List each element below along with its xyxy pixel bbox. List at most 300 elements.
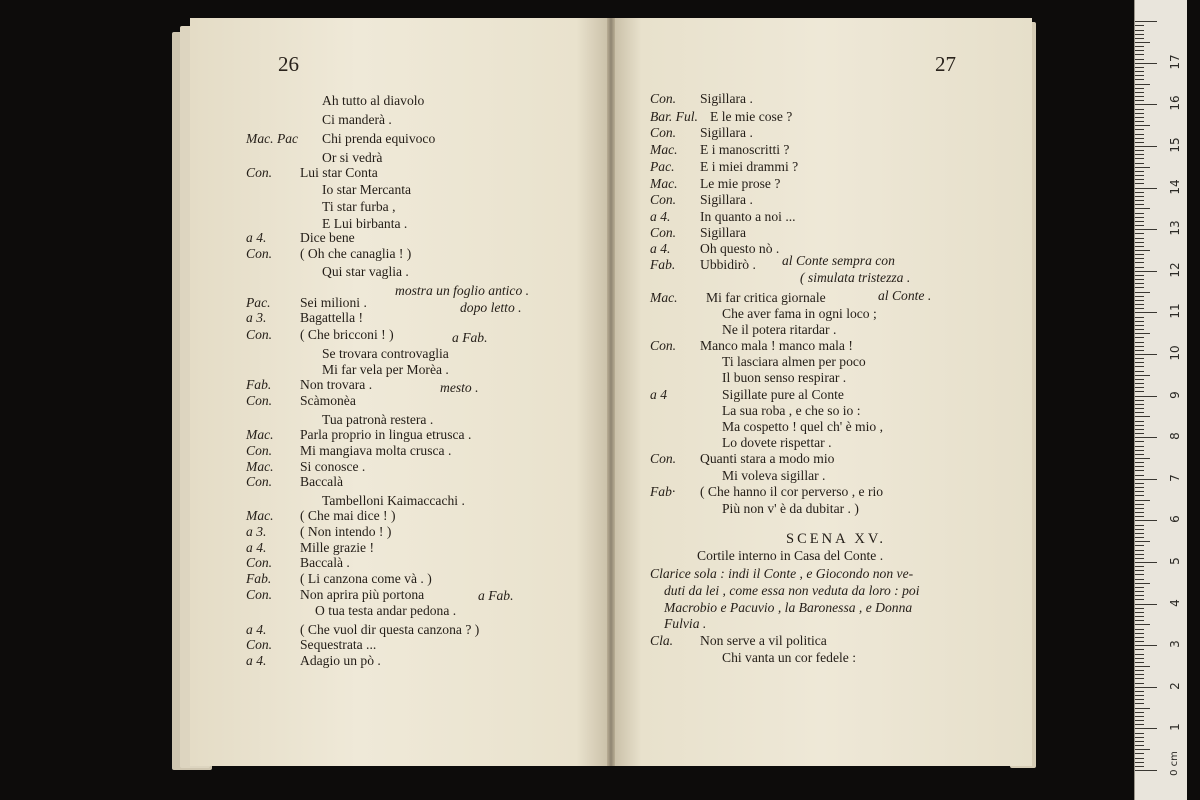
ruler-tick xyxy=(1135,674,1144,675)
ruler-tick xyxy=(1135,766,1144,767)
ruler-tick xyxy=(1135,325,1144,326)
ruler-tick xyxy=(1135,425,1144,426)
verse-line: Ne il potera ritardar . xyxy=(722,322,837,337)
ruler-tick xyxy=(1135,762,1144,763)
page-number-left: 26 xyxy=(278,52,299,76)
ruler-tick xyxy=(1135,163,1144,164)
ruler-tick xyxy=(1135,246,1144,247)
verse-line: Ubbidirò . xyxy=(700,257,756,272)
ruler-tick xyxy=(1135,579,1144,580)
ruler-tick xyxy=(1135,100,1144,101)
speaker-label: Mac. xyxy=(246,508,274,523)
ruler-tick xyxy=(1135,54,1144,55)
ruler-tick xyxy=(1135,175,1144,176)
verse-line: Ma cospetto ! quel ch' è mio , xyxy=(722,419,884,434)
ruler-tick xyxy=(1135,441,1144,442)
ruler-tick xyxy=(1135,79,1144,80)
ruler-tick xyxy=(1135,545,1144,546)
ruler-tick xyxy=(1135,258,1144,259)
ruler-tick xyxy=(1135,446,1144,447)
verse-line: ( Che mai dice ! ) xyxy=(300,508,396,523)
ruler-tick xyxy=(1135,712,1144,713)
verse-line: Più non v' è da dubitar . ) xyxy=(722,501,859,516)
verse-line: Baccalà xyxy=(300,474,344,489)
speaker-label: Con. xyxy=(246,246,273,261)
ruler-tick xyxy=(1135,196,1144,197)
verse-line: Baccalà . xyxy=(300,555,350,570)
ruler-tick xyxy=(1135,371,1144,372)
ruler-tick xyxy=(1135,745,1144,746)
ruler-tick xyxy=(1135,292,1150,293)
ruler-tick xyxy=(1135,267,1144,268)
ruler-tick xyxy=(1135,541,1150,542)
speaker-label: a 4. xyxy=(246,653,267,668)
ruler-number: 5 xyxy=(1168,557,1182,565)
ruler-tick xyxy=(1135,533,1144,534)
speaker-label: Mac. xyxy=(246,459,274,474)
ruler-tick xyxy=(1135,649,1144,650)
ruler-tick xyxy=(1135,59,1144,60)
speaker-label: Fab. xyxy=(246,377,272,392)
stage-direction: ( simulata tristezza . xyxy=(800,270,911,285)
ruler-tick xyxy=(1135,670,1144,671)
verse-line: Mi voleva sigillar . xyxy=(722,468,826,483)
speaker-label: Con. xyxy=(650,91,677,106)
verse-line: Qui star vaglia . xyxy=(322,264,409,279)
verse-line: ( Che bricconi ! ) xyxy=(300,327,394,342)
verse-line: Manco mala ! manco mala ! xyxy=(700,338,853,353)
speaker-label: a 4. xyxy=(246,622,267,637)
stage-direction: dopo letto . xyxy=(460,300,522,315)
ruler-tick xyxy=(1135,346,1144,347)
ruler-tick xyxy=(1135,570,1144,571)
speaker-label: Mac. xyxy=(650,142,678,157)
ruler-tick xyxy=(1135,271,1157,272)
ruler-tick xyxy=(1135,283,1144,284)
ruler-tick xyxy=(1135,312,1157,313)
ruler-tick xyxy=(1135,229,1157,230)
ruler-tick xyxy=(1135,358,1144,359)
scene-title: SCENA XV. xyxy=(786,531,887,547)
ruler-number: 16 xyxy=(1168,95,1182,112)
verse-line: ( Oh che canaglia ! ) xyxy=(300,246,412,261)
verse-line: In quanto a noi ... xyxy=(700,209,796,224)
ruler-tick xyxy=(1135,678,1144,679)
ruler-tick xyxy=(1135,666,1150,667)
stage-direction: duti da lei , come essa non veduta da loro : poi xyxy=(664,583,920,598)
ruler-tick xyxy=(1135,117,1144,118)
verse-line: Sequestrata ... xyxy=(300,637,377,652)
ruler-tick xyxy=(1135,591,1144,592)
ruler-tick xyxy=(1135,46,1144,47)
ruler-tick xyxy=(1135,504,1144,505)
ruler-tick xyxy=(1135,529,1144,530)
verse-line: E i manoscritti ? xyxy=(700,142,790,157)
ruler-tick xyxy=(1135,387,1144,388)
speaker-label: a 4. xyxy=(246,230,267,245)
ruler-tick xyxy=(1135,275,1144,276)
ruler-tick xyxy=(1135,753,1144,754)
ruler-tick xyxy=(1135,337,1144,338)
stage-direction: a Fab. xyxy=(452,330,488,345)
scene-heading: Cortile interno in Casa del Conte . xyxy=(697,548,884,563)
ruler-tick xyxy=(1135,225,1144,226)
ruler-tick xyxy=(1135,720,1144,721)
ruler-tick xyxy=(1135,520,1157,521)
speaker-label: Cla. xyxy=(650,633,674,648)
ruler-tick xyxy=(1135,716,1144,717)
ruler-tick xyxy=(1135,658,1144,659)
stage-direction: mostra un foglio antico . xyxy=(395,283,530,298)
ruler-tick xyxy=(1135,475,1144,476)
ruler-tick xyxy=(1135,183,1144,184)
verse-line: Sigillara xyxy=(700,225,747,240)
speaker-label: Mac. xyxy=(246,427,274,442)
ruler-tick xyxy=(1135,279,1144,280)
ruler-tick xyxy=(1135,708,1150,709)
ruler-tick xyxy=(1135,34,1144,35)
ruler-tick xyxy=(1135,758,1144,759)
ruler-tick xyxy=(1135,599,1144,600)
verse-line: Tua patronà restera . xyxy=(322,412,434,427)
verse-line: Ci manderà . xyxy=(322,112,392,127)
verse-line: Chi vanta un cor fedele : xyxy=(722,650,856,665)
verse-line: Le mie prose ? xyxy=(700,176,781,191)
ruler-tick xyxy=(1135,641,1144,642)
ruler-number: 10 xyxy=(1168,345,1182,361)
ruler-tick xyxy=(1135,109,1144,110)
ruler-tick xyxy=(1135,113,1144,114)
ruler-tick xyxy=(1135,612,1144,613)
ruler-tick xyxy=(1135,38,1144,39)
speaker-label: a 3. xyxy=(246,524,267,539)
ruler-tick xyxy=(1135,695,1144,696)
ruler-tick xyxy=(1135,558,1144,559)
ruler-number: 6 xyxy=(1168,515,1182,524)
verse-line: Che aver fama in ogni loco ; xyxy=(722,306,877,321)
speaker-label: a 4. xyxy=(650,241,671,256)
ruler-tick xyxy=(1135,733,1144,734)
ruler-number: 15 xyxy=(1168,137,1182,153)
verse-line: Non serve a vil politica xyxy=(700,633,827,648)
ruler-tick xyxy=(1135,50,1144,51)
ruler-tick xyxy=(1135,262,1144,263)
ruler-tick xyxy=(1135,624,1150,625)
ruler-tick xyxy=(1135,142,1144,143)
ruler-tick xyxy=(1135,454,1144,455)
speaker-label: Con. xyxy=(246,327,273,342)
verse-line: Sei milioni . xyxy=(300,295,367,310)
ruler-tick xyxy=(1135,703,1144,704)
ruler-tick xyxy=(1135,391,1144,392)
speaker-label: Mac. xyxy=(650,290,678,305)
ruler-tick xyxy=(1135,562,1157,563)
speaker-label: Pac. xyxy=(650,159,675,174)
ruler-tick xyxy=(1135,416,1150,417)
ruler-number: 12 xyxy=(1168,262,1182,278)
ruler-tick xyxy=(1135,125,1150,126)
ruler-tick xyxy=(1135,608,1144,609)
ruler-tick xyxy=(1135,150,1144,151)
speaker-label: Fab. xyxy=(246,571,272,586)
ruler-tick xyxy=(1135,687,1157,688)
ruler-tick xyxy=(1135,208,1150,209)
speaker-label: Con. xyxy=(246,587,273,602)
stage-direction: a Fab. xyxy=(478,588,514,603)
ruler-tick xyxy=(1135,287,1144,288)
ruler-tick xyxy=(1135,574,1144,575)
book-gutter xyxy=(607,18,615,766)
verse-line: Oh questo nò . xyxy=(700,241,780,256)
ruler-tick xyxy=(1135,645,1157,646)
ruler-tick xyxy=(1135,188,1157,189)
ruler-tick xyxy=(1135,550,1144,551)
ruler-tick xyxy=(1135,30,1144,31)
verse-line: O tua testa andar pedona . xyxy=(315,603,457,618)
ruler-tick xyxy=(1135,238,1144,239)
verse-line: Dice bene xyxy=(300,230,355,245)
ruler-number: 9 xyxy=(1168,390,1182,399)
measurement-ruler xyxy=(1134,0,1187,800)
speaker-label: Con. xyxy=(246,555,273,570)
ruler-tick xyxy=(1135,587,1144,588)
ruler-tick xyxy=(1135,96,1144,97)
ruler-tick xyxy=(1135,354,1157,355)
verse-line: Or si vedrà xyxy=(322,150,383,165)
ruler-tick xyxy=(1135,300,1144,301)
ruler-number: 2 xyxy=(1168,681,1182,690)
verse-line: Mi far vela per Morèa . xyxy=(322,362,449,377)
verse-line: E le mie cose ? xyxy=(710,109,793,124)
verse-line: E Lui birbanta . xyxy=(322,216,408,231)
ruler-tick xyxy=(1135,25,1144,26)
ruler-tick xyxy=(1135,728,1157,729)
ruler-tick xyxy=(1135,470,1144,471)
ruler-tick xyxy=(1135,620,1144,621)
ruler-number: 4 xyxy=(1168,598,1182,607)
ruler-number: 3 xyxy=(1168,640,1182,649)
verse-line: ( Che hanno il cor perverso , e rio xyxy=(700,484,884,499)
ruler-tick xyxy=(1135,21,1157,22)
ruler-tick xyxy=(1135,662,1144,663)
ruler-tick xyxy=(1135,595,1144,596)
ruler-tick xyxy=(1135,366,1144,367)
speaker-label: Con. xyxy=(246,637,273,652)
ruler-tick xyxy=(1135,770,1157,771)
ruler-tick xyxy=(1135,308,1144,309)
speaker-label: a 4. xyxy=(246,540,267,555)
ruler-tick xyxy=(1135,512,1144,513)
ruler-tick xyxy=(1135,333,1150,334)
ruler-tick xyxy=(1135,121,1144,122)
ruler-tick xyxy=(1135,412,1144,413)
ruler-tick xyxy=(1135,654,1144,655)
stage-direction: mesto . xyxy=(440,380,479,395)
ruler-tick xyxy=(1135,42,1150,43)
speaker-label: Con. xyxy=(246,393,273,408)
ruler-tick xyxy=(1135,67,1144,68)
verse-line: Ti star furba , xyxy=(322,199,396,214)
speaker-label: a 3. xyxy=(246,310,267,325)
ruler-tick xyxy=(1135,450,1144,451)
verse-line: Sigillara . xyxy=(700,91,753,106)
ruler-tick xyxy=(1135,304,1144,305)
ruler-tick xyxy=(1135,158,1144,159)
ruler-tick xyxy=(1135,437,1157,438)
ruler-tick xyxy=(1135,250,1150,251)
ruler-tick xyxy=(1135,329,1144,330)
stage-direction: al Conte sempra con xyxy=(782,253,895,268)
ruler-tick xyxy=(1135,317,1144,318)
verse-line: Se trovara controvaglia xyxy=(322,346,449,361)
ruler-number: 17 xyxy=(1168,54,1182,70)
ruler-tick xyxy=(1135,146,1157,147)
page-number-right: 27 xyxy=(935,52,956,76)
speaker-label: Con. xyxy=(650,225,677,240)
ruler-tick xyxy=(1135,233,1144,234)
ruler-number: 8 xyxy=(1168,432,1182,441)
verse-line: Il buon senso respirar . xyxy=(722,370,847,385)
verse-line: Mi far critica giornale xyxy=(706,290,826,305)
verse-line: Ti lasciara almen per poco xyxy=(722,354,866,369)
ruler-tick xyxy=(1135,192,1144,193)
verse-line: E i miei drammi ? xyxy=(700,159,799,174)
ruler-number: 14 xyxy=(1168,178,1182,195)
ruler-tick xyxy=(1135,84,1150,85)
ruler-tick xyxy=(1135,71,1144,72)
ruler-tick xyxy=(1135,500,1150,501)
verse-line: Scàmonèa xyxy=(300,393,356,408)
ruler-tick xyxy=(1135,508,1144,509)
ruler-tick xyxy=(1135,92,1144,93)
ruler-tick xyxy=(1135,491,1144,492)
stage-direction: Clarice sola : indi il Conte , e Giocondo non ve- xyxy=(650,566,914,581)
ruler-tick xyxy=(1135,342,1144,343)
verse-line: Mille grazie ! xyxy=(300,540,374,555)
ruler-tick xyxy=(1135,466,1144,467)
ruler-tick xyxy=(1135,683,1144,684)
ruler-tick xyxy=(1135,404,1144,405)
speaker-label: Pac. xyxy=(246,295,271,310)
ruler-tick xyxy=(1135,154,1144,155)
verse-line: Bagattella ! xyxy=(300,310,364,325)
stage-direction: Fulvia . xyxy=(664,616,707,631)
speaker-label: Con. xyxy=(246,443,273,458)
ruler-tick xyxy=(1135,396,1157,397)
ruler-tick xyxy=(1135,296,1144,297)
verse-line: Non trovara . xyxy=(300,377,373,392)
verse-line: Quanti stara a modo mio xyxy=(700,451,835,466)
verse-line: Sigillate pure al Conte xyxy=(722,387,844,402)
ruler-unit-label: 0 cm xyxy=(1168,751,1180,776)
ruler-tick xyxy=(1135,458,1150,459)
ruler-tick xyxy=(1135,350,1144,351)
ruler-tick xyxy=(1135,379,1144,380)
ruler-tick xyxy=(1135,217,1144,218)
ruler-tick xyxy=(1135,204,1144,205)
ruler-tick xyxy=(1135,171,1144,172)
verse-line: ( Che vuol dir questa canzona ? ) xyxy=(300,622,480,637)
speaker-label: a 4. xyxy=(650,209,671,224)
ruler-tick xyxy=(1135,104,1157,105)
verse-line: Lo dovete rispettar . xyxy=(722,435,832,450)
ruler-tick xyxy=(1135,483,1144,484)
ruler-tick xyxy=(1135,724,1144,725)
ruler-tick xyxy=(1135,487,1144,488)
ruler-tick xyxy=(1135,221,1144,222)
speaker-label: Bar. Ful. xyxy=(650,109,698,124)
speaker-label: Con. xyxy=(246,474,273,489)
verse-line: Non aprira più portona xyxy=(300,587,425,602)
ruler-tick xyxy=(1135,200,1144,201)
speaker-label: Mac. xyxy=(650,176,678,191)
speaker-label: Fab· xyxy=(650,484,676,499)
ruler-tick xyxy=(1135,741,1144,742)
ruler-tick xyxy=(1135,433,1144,434)
verse-line: Adagio un pò . xyxy=(300,653,381,668)
ruler-tick xyxy=(1135,375,1150,376)
ruler-tick xyxy=(1135,75,1144,76)
ruler-tick xyxy=(1135,462,1144,463)
ruler-tick xyxy=(1135,167,1150,168)
ruler-tick xyxy=(1135,138,1144,139)
ruler-tick xyxy=(1135,421,1144,422)
ruler-number: 1 xyxy=(1168,723,1182,732)
ruler-tick xyxy=(1135,321,1144,322)
speaker-label: Con. xyxy=(650,451,677,466)
ruler-tick xyxy=(1135,525,1144,526)
verse-line: Si conosce . xyxy=(300,459,366,474)
speaker-label: a 4 xyxy=(650,387,667,402)
verse-line: Parla proprio in lingua etrusca . xyxy=(300,427,472,442)
speaker-label: Fab. xyxy=(650,257,676,272)
verse-line: Sigillara . xyxy=(700,192,753,207)
verse-line: Chi prenda equivoco xyxy=(322,131,436,146)
ruler-tick xyxy=(1135,254,1144,255)
ruler-tick xyxy=(1135,63,1157,64)
speaker-label: Con. xyxy=(650,125,677,140)
ruler-tick xyxy=(1135,213,1144,214)
speaker-label: Con. xyxy=(650,338,677,353)
ruler-tick xyxy=(1135,179,1144,180)
ruler-tick xyxy=(1135,362,1144,363)
speaker-label: Con. xyxy=(650,192,677,207)
ruler-tick xyxy=(1135,691,1144,692)
ruler-tick xyxy=(1135,383,1144,384)
ruler-tick xyxy=(1135,633,1144,634)
ruler-tick xyxy=(1135,408,1144,409)
ruler-tick xyxy=(1135,629,1144,630)
ruler-tick xyxy=(1135,495,1144,496)
ruler-tick xyxy=(1135,129,1144,130)
speaker-label: Mac. Pac xyxy=(246,131,299,146)
verse-line: Sigillara . xyxy=(700,125,753,140)
ruler-tick xyxy=(1135,134,1144,135)
ruler-number: 13 xyxy=(1168,220,1182,236)
ruler-tick xyxy=(1135,88,1144,89)
verse-line: Lui star Conta xyxy=(300,165,378,180)
ruler-tick xyxy=(1135,604,1157,605)
ruler-tick xyxy=(1135,699,1144,700)
speaker-label: Con. xyxy=(246,165,273,180)
ruler-tick xyxy=(1135,242,1144,243)
verse-line: Ah tutto al diavolo xyxy=(322,93,425,108)
verse-line: Mi mangiava molta crusca . xyxy=(300,443,452,458)
ruler-tick xyxy=(1135,583,1150,584)
stage-direction: al Conte . xyxy=(878,288,932,303)
ruler-number: 7 xyxy=(1168,473,1182,482)
ruler-tick xyxy=(1135,554,1144,555)
